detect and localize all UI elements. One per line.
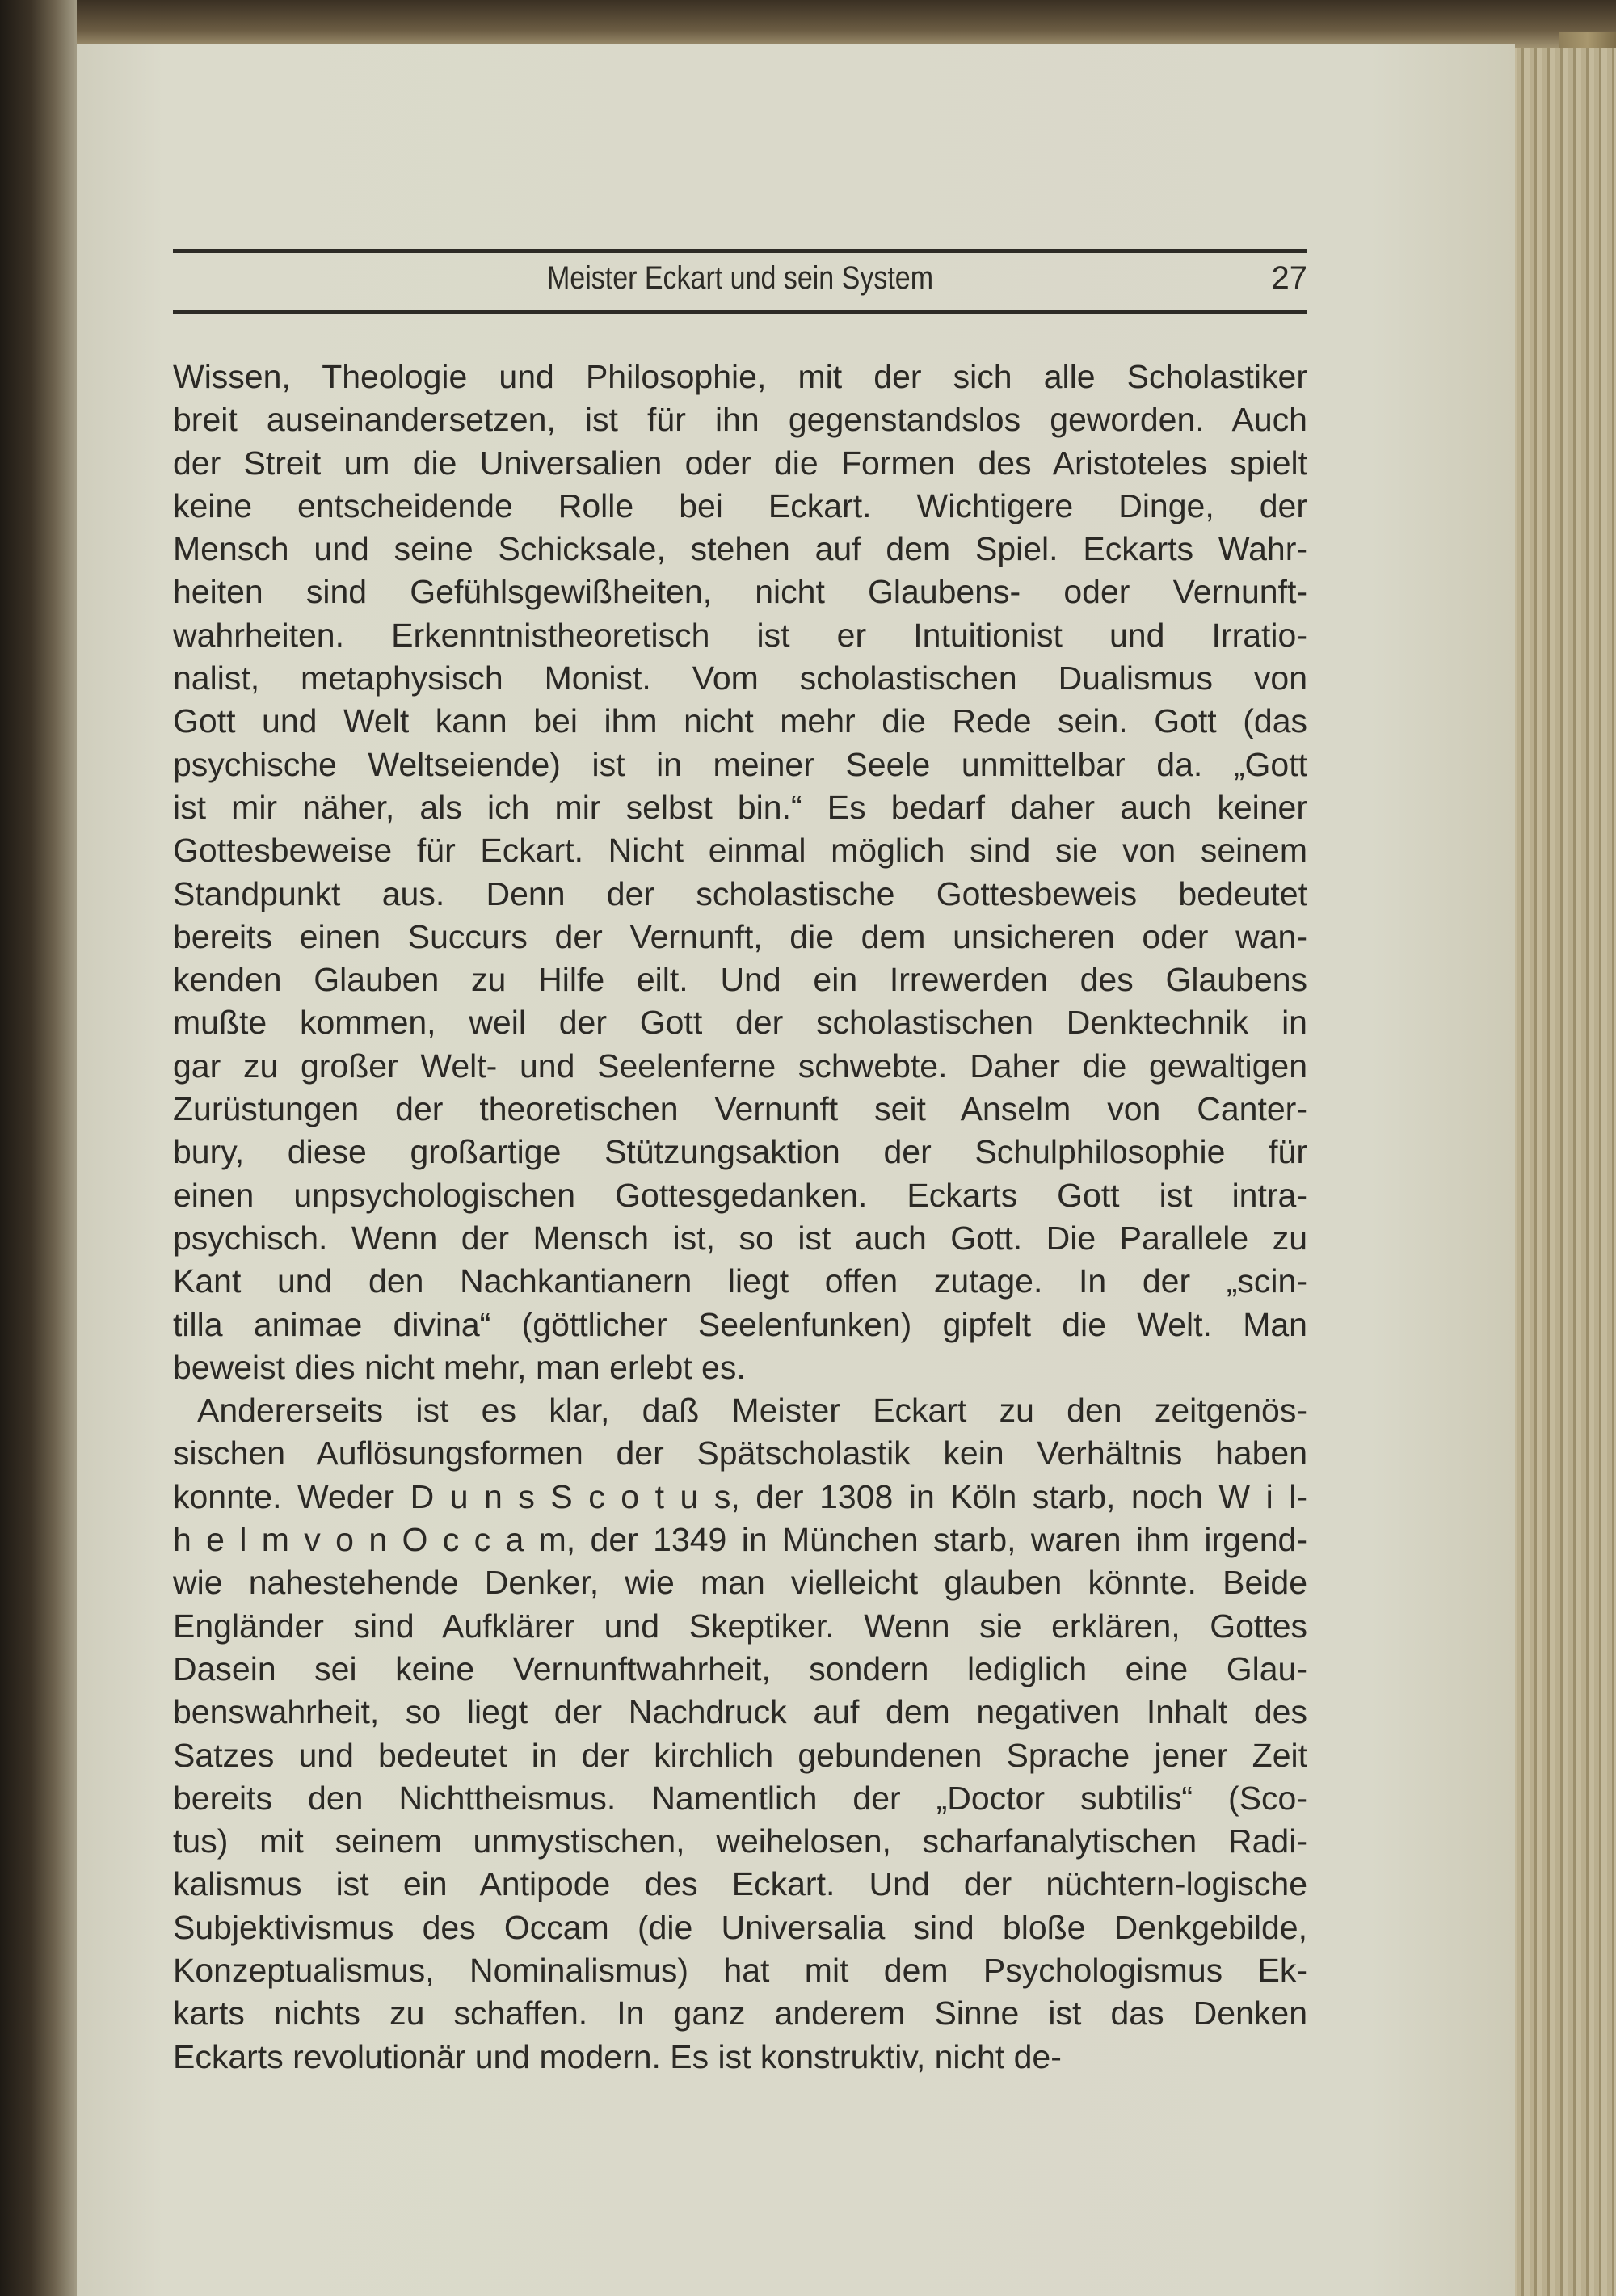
header-rule-top: [173, 249, 1307, 253]
text-line: bereits einen Succurs der Vernunft, die dem unsicheren oder wan-: [173, 917, 1307, 955]
text-line: keine entscheidende Rolle bei Eckart. Wichtigere Dinge, der: [173, 487, 1307, 524]
text-line: benswahrheit, so liegt der Nachdruck auf dem negativen Inhalt des: [173, 1693, 1307, 1731]
text-line: nalist, metaphysisch Monist. Vom scholastischen Dualismus von: [173, 659, 1307, 697]
text-line: ist mir näher, als ich mir selbst bin.“ Es bedarf daher auch keiner: [173, 788, 1307, 826]
text-line: der Streit um die Universalien oder die Formen des Aristoteles spielt: [173, 444, 1307, 482]
text-line: bury, diese großartige Stützungsaktion der Schulphilosophie für: [173, 1133, 1307, 1171]
text-line: Kant und den Nachkantianern liegt offen zutage. In der „scin-: [173, 1262, 1307, 1300]
text-line: sischen Auflösungsformen der Spätscholastik kein Verhältnis haben: [173, 1434, 1307, 1472]
text-line: tilla animae divina“ (göttlicher Seelenfunken) gipfelt die Welt. Man: [173, 1305, 1307, 1343]
text-line: wie nahestehende Denker, wie man vielleicht glauben könnte. Beide: [173, 1564, 1307, 1602]
text-line: kenden Glauben zu Hilfe eilt. Und ein Irrewerden des Glaubens: [173, 961, 1307, 999]
text-line: Dasein sei keine Vernunftwahrheit, sondern lediglich eine Glau-: [173, 1649, 1307, 1687]
running-title: Meister Eckart und sein System: [546, 260, 934, 296]
text-line: kalismus ist ein Antipode des Eckart. Und der nüchtern-logische: [173, 1865, 1307, 1903]
text-line: Konzeptualismus, Nominalismus) hat mit dem Psychologismus Ek-: [173, 1951, 1307, 1989]
text-line: Zurüstungen der theoretischen Vernunft seit Anselm von Canter-: [173, 1090, 1307, 1128]
text-line: h e l m v o n O c c a m, der 1349 in München starb, waren ihm irgend-: [173, 1521, 1307, 1559]
text-line: Subjektivismus des Occam (die Universalia sind bloße Denkgebilde,: [173, 1908, 1307, 1946]
text-line: karts nichts zu schaffen. In ganz anderem Sinne ist das Denken: [173, 1995, 1307, 2033]
text-line: Engländer sind Aufklärer und Skeptiker. Wenn sie erklären, Gottes: [173, 1607, 1307, 1645]
text-line: einen unpsychologischen Gottesgedanken. Eckarts Gott ist intra-: [173, 1176, 1307, 1214]
text-line: Mensch und seine Schicksale, stehen auf dem Spiel. Eckarts Wahr-: [173, 530, 1307, 568]
text-line: Wissen, Theologie und Philosophie, mit der sich alle Scholastiker: [173, 358, 1307, 395]
facing-page-edge: [0, 0, 77, 2296]
text-line: wahrheiten. Erkenntnistheoretisch ist er Intuitionist und Irratio-: [173, 616, 1307, 654]
text-line: konnte. Weder D u n s S c o t u s, der 1308 in Köln starb, noch W i l-: [173, 1477, 1307, 1515]
text-line: beweist dies nicht mehr, man erlebt es.: [173, 1348, 746, 1386]
body-text: [173, 356, 1307, 2079]
page-number: 27: [1271, 260, 1307, 296]
text-line: bereits den Nichttheismus. Namentlich der „Doctor subtilis“ (Sco-: [173, 1779, 1307, 1817]
text-line: mußte kommen, weil der Gott der scholastischen Denktechnik in: [173, 1004, 1307, 1042]
running-header: [173, 260, 1307, 301]
text-line: Andererseits ist es klar, daß Meister Eckart zu den zeitgenös-: [197, 1392, 1307, 1430]
text-line: Satzes und bedeutet in der kirchlich gebundenen Sprache jener Zeit: [173, 1736, 1307, 1774]
text-line: Gottesbeweise für Eckart. Nicht einmal möglich sind sie von seinem: [173, 832, 1307, 870]
text-line: psychisch. Wenn der Mensch ist, so ist auch Gott. Die Parallele zu: [173, 1219, 1307, 1257]
book-top-edge: [77, 0, 1616, 50]
text-line: psychische Weltseiende) ist in meiner Seele unmittelbar da. „Gott: [173, 745, 1307, 783]
text-line: Eckarts revolutionär und modern. Es ist konstruktiv, nicht de-: [173, 2037, 1062, 2075]
text-line: Standpunkt aus. Denn der scholastische Gottesbeweis bedeutet: [173, 874, 1307, 912]
header-rule-bottom: [173, 310, 1307, 314]
text-line: tus) mit seinem unmystischen, weihelosen, scharfanalytischen Radi-: [173, 1822, 1307, 1860]
text-line: gar zu großer Welt- und Seelenferne schwebte. Daher die gewaltigen: [173, 1047, 1307, 1085]
text-line: Gott und Welt kann bei ihm nicht mehr die Rede sein. Gott (das: [173, 702, 1307, 740]
text-line: breit auseinandersetzen, ist für ihn gegenstandslos geworden. Auch: [173, 401, 1307, 439]
text-line: heiten sind Gefühlsgewißheiten, nicht Glaubens- oder Vernunft-: [173, 573, 1307, 611]
